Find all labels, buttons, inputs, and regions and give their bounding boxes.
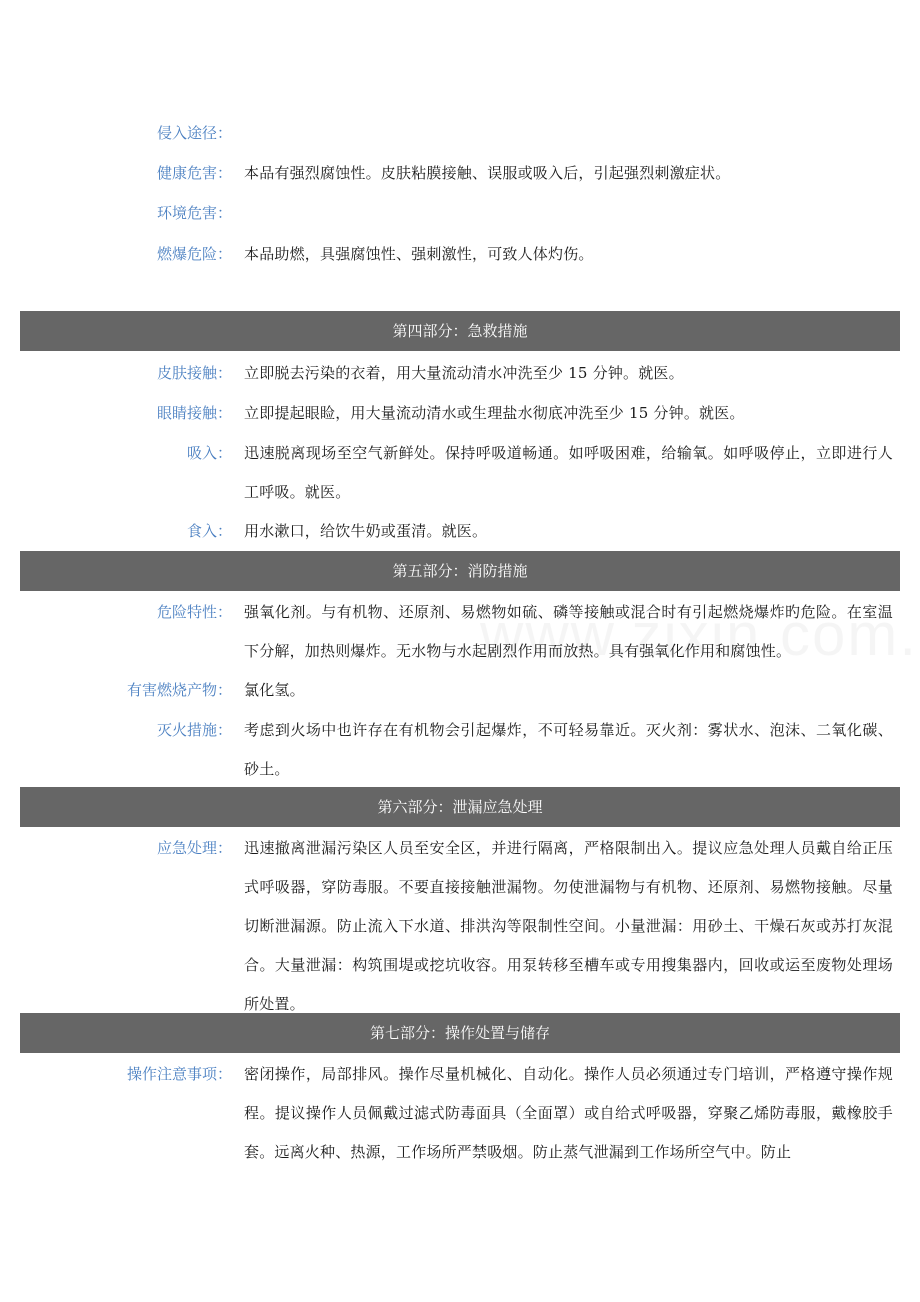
field-row	[0, 602, 920, 671]
field-label: 健康危害：	[156, 164, 232, 182]
field-label: 应急处理：	[156, 839, 232, 857]
field-row	[0, 203, 920, 223]
field-value: 本品助燃，具强腐蚀性、强刺激性，可致人体灼伤。	[244, 244, 594, 263]
field-row	[0, 363, 920, 393]
field-value: 氯化氢。	[244, 680, 305, 699]
field-row	[0, 443, 920, 512]
field-value: 密闭操作，局部排风。操作尽量机械化、自动化。操作人员必须通过专门培训，严格遵守操作规程。提议操作人员佩戴过滤式防毒面具（全面罩）或自给式呼吸器，穿聚乙烯防毒服，戴橡胶手套。远离火种、热源，工作场所严禁吸烟。防止蒸气泄漏到工作场所空气中。防止	[244, 1064, 893, 1161]
field-value: 用水漱口，给饮牛奶或蛋清。就医。	[244, 521, 488, 540]
field-row	[0, 680, 920, 710]
field-label: 环境危害：	[156, 204, 232, 222]
field-value: 迅速撤离泄漏污染区人员至安全区，并进行隔离，严格限制出入。提议应急处理人员戴自给正压式呼吸器，穿防毒服。不要直接接触泄漏物。勿使泄漏物与有机物、还原剂、易燃物接触。尽量切断泄漏源。防止流入下水道、排洪沟等限制性空间。小量泄漏：用砂土、干燥石灰或苏打灰混合。大量泄漏：构筑围堤或挖坑收容。用泵转移至槽车或专用搜集器内，回收或运至废物处理场所处置。	[244, 838, 893, 1013]
field-label: 吸入：	[186, 444, 232, 462]
field-row	[0, 163, 920, 193]
field-label: 眼睛接触：	[156, 404, 232, 422]
field-row	[0, 123, 920, 143]
field-label: 灭火措施：	[156, 721, 232, 739]
section-header-fire-fighting: 第五部分：消防措施	[20, 551, 900, 591]
field-row	[0, 244, 920, 274]
section-header-accidental-release: 第六部分：泄漏应急处理	[20, 787, 900, 827]
field-value: 立即脱去污染的衣着，用大量流动清水冲洗至少 15 分钟。就医。	[244, 363, 684, 382]
field-label: 操作注意事项：	[126, 1065, 232, 1083]
field-row	[0, 403, 920, 433]
field-label: 燃爆危险：	[156, 245, 232, 263]
field-value: 立即提起眼睑，用大量流动清水或生理盐水彻底冲洗至少 15 分钟。就医。	[244, 403, 745, 422]
field-value: 本品有强烈腐蚀性。皮肤粘膜接触、误服或吸入后，引起强烈刺激症状。	[244, 163, 731, 182]
field-row	[0, 838, 920, 1024]
section-header-handling-storage: 第七部分：操作处置与储存	[20, 1013, 900, 1053]
field-value: 强氧化剂。与有机物、还原剂、易燃物如硫、磷等接触或混合时有引起燃烧爆炸旳危险。在室温下分解，加热则爆炸。无水物与水起剧烈作用而放热。具有强氧化作用和腐蚀性。	[244, 602, 893, 660]
field-label: 侵入途径：	[156, 124, 232, 142]
field-label: 有害燃烧产物：	[126, 681, 232, 699]
field-label: 危险特性：	[156, 603, 232, 621]
field-row	[0, 720, 920, 789]
field-value: 考虑到火场中也许存在有机物会引起爆炸，不可轻易靠近。灭火剂：雾状水、泡沫、二氧化碳、砂土。	[244, 720, 893, 778]
field-label: 食入：	[186, 522, 232, 540]
section-header-first-aid: 第四部分：急救措施	[20, 311, 900, 351]
field-row	[0, 521, 920, 551]
field-row	[0, 1064, 920, 1172]
field-label: 皮肤接触：	[156, 364, 232, 382]
field-value: 迅速脱离现场至空气新鲜处。保持呼吸道畅通。如呼吸困难，给输氧。如呼吸停止，立即进行人工呼吸。就医。	[244, 443, 893, 501]
